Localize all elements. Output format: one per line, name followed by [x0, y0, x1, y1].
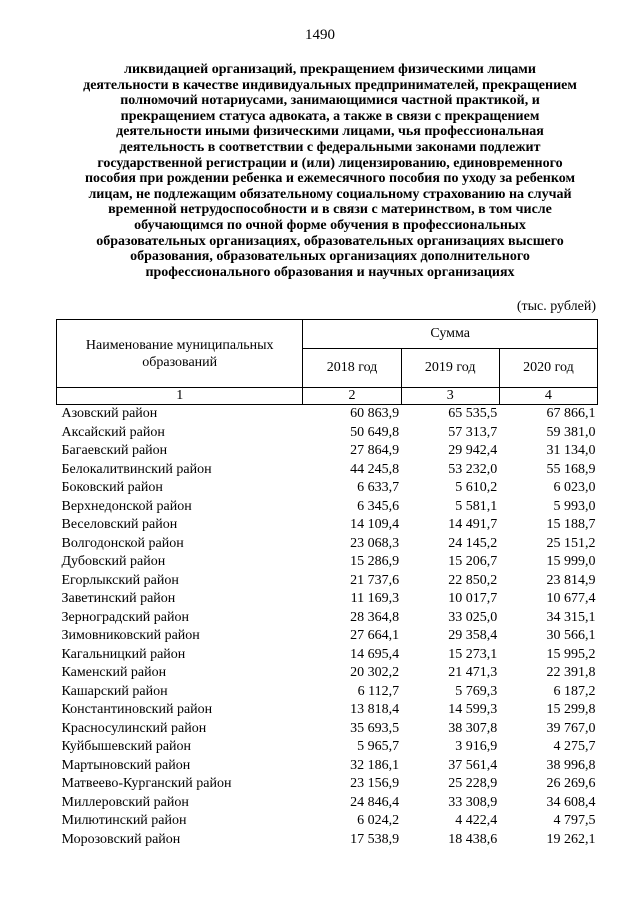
municipality-name: Зимовниковский район: [61, 628, 200, 643]
value-2019: 57 313,7: [448, 424, 498, 440]
value-2020: 5 993,0: [553, 498, 596, 514]
municipality-name: Куйбышевский район: [61, 739, 192, 754]
municipality-name: Азовский район: [61, 406, 158, 421]
value-2020: 38 996,8: [546, 757, 596, 773]
table-row: [57, 720, 598, 739]
column-number: 4: [499, 388, 597, 405]
value-2018: 27 664,1: [350, 628, 400, 643]
value-2019: 14 599,3: [448, 702, 498, 717]
value-2020: 23 814,9: [546, 572, 596, 588]
section-heading: [62, 62, 598, 280]
municipality-name: Красносулинский район: [61, 720, 207, 736]
heading-line: лицам, не подлежащим обязательному социальному страхованию на случай: [88, 186, 572, 202]
value-2018: 6 112,7: [357, 683, 400, 699]
heading-line: профессионального образования и научных организациях: [145, 264, 515, 280]
value-2018: 15 286,9: [350, 554, 400, 569]
value-2019: 15 206,7: [448, 554, 498, 569]
table-row: [57, 461, 598, 480]
municipality-name: Кагальницкий район: [61, 646, 186, 662]
heading-line: прекращением статуса адвоката, а также в связи с прекращением: [120, 108, 540, 124]
year-header-2019: 2019 год: [401, 349, 499, 388]
value-2019: 25 228,9: [448, 776, 498, 791]
value-2018: 6 024,2: [357, 813, 400, 828]
municipality-name: Белокалитвинский район: [61, 461, 212, 477]
unit-label: (тыс. рублей): [516, 299, 596, 314]
heading-line: государственной регистрации и (или) лицензированию, единовременного: [97, 155, 563, 171]
value-2020: 26 269,6: [546, 776, 596, 791]
municipality-name: Волгодонской район: [61, 535, 184, 551]
value-2019: 4 422,4: [455, 813, 498, 828]
value-2018: 23 156,9: [350, 776, 400, 791]
value-2018: 27 864,9: [350, 443, 400, 458]
table-row: [57, 757, 598, 776]
table-row: [57, 831, 598, 850]
table-row: [57, 405, 598, 424]
table-row: [57, 646, 598, 665]
value-2020: 22 391,8: [546, 665, 596, 680]
budget-table: [56, 319, 598, 849]
value-2019: 22 850,2: [448, 572, 498, 588]
value-2018: 20 302,2: [350, 665, 400, 680]
table-row: [57, 683, 598, 702]
year-header-2018: 2018 год: [303, 349, 401, 388]
value-2018: 5 965,7: [357, 739, 400, 754]
value-2018: 24 846,4: [350, 794, 400, 810]
value-2020: 15 995,2: [546, 646, 596, 662]
municipality-name: Боковский район: [61, 480, 163, 495]
value-2019: 29 358,4: [448, 628, 498, 643]
municipality-name: Веселовский район: [61, 517, 178, 532]
municipality-name: Егорлыкский район: [61, 572, 179, 588]
column-number: 2: [303, 388, 401, 405]
value-2019: 33 308,9: [448, 794, 498, 810]
table-row: [57, 664, 598, 683]
value-2019: 5 581,1: [455, 498, 498, 514]
value-2020: 6 023,0: [553, 480, 596, 495]
value-2020: 31 134,0: [546, 443, 596, 458]
value-2018: 35 693,5: [350, 720, 400, 736]
table-row: [57, 516, 598, 535]
table-body: [57, 405, 598, 850]
value-2020: 55 168,9: [546, 461, 596, 477]
table-row: [57, 553, 598, 572]
value-2020: 4 275,7: [553, 739, 596, 754]
value-2020: 19 262,1: [546, 831, 596, 847]
value-2018: 28 364,8: [350, 609, 400, 625]
value-2019: 33 025,0: [448, 609, 498, 625]
municipality-name: Константиновский район: [61, 702, 213, 717]
municipality-name: Заветинский район: [61, 591, 176, 606]
value-2018: 17 538,9: [350, 831, 400, 847]
value-2018: 6 633,7: [357, 480, 400, 495]
table-row: [57, 572, 598, 591]
column-number: 3: [401, 388, 499, 405]
value-2018: 14 695,4: [350, 646, 400, 662]
value-2019: 15 273,1: [448, 646, 498, 662]
value-2019: 14 491,7: [448, 517, 498, 532]
value-2019: 10 017,7: [448, 591, 498, 606]
municipality-name: Аксайский район: [61, 424, 165, 440]
heading-line: пособия при рождении ребенка и ежемесячного пособия по уходу за ребенком: [84, 171, 576, 187]
table-row: [57, 812, 598, 831]
municipality-name: Матвеево-Курганский район: [61, 776, 232, 791]
table-row: [57, 627, 598, 646]
table-row: [57, 775, 598, 794]
value-2018: 21 737,6: [350, 572, 400, 588]
value-2018: 13 818,4: [350, 702, 400, 717]
table-row: [57, 590, 598, 609]
value-2019: 37 561,4: [448, 757, 498, 773]
heading-line: временной нетрудоспособности и в связи с материнством, в том числе: [108, 202, 552, 218]
value-2020: 15 999,0: [546, 554, 596, 569]
value-2019: 24 145,2: [448, 535, 498, 551]
municipality-name: Морозовский район: [61, 831, 181, 847]
value-2019: 3 916,9: [455, 739, 498, 754]
value-2020: 67 866,1: [546, 406, 596, 421]
value-2018: 6 345,6: [357, 498, 400, 514]
value-2020: 39 767,0: [546, 720, 596, 736]
value-2020: 34 608,4: [546, 794, 596, 810]
value-2019: 29 942,4: [448, 443, 498, 458]
table-row: [57, 479, 598, 498]
municipality-name: Зерноградский район: [61, 609, 189, 625]
municipality-name: Мартыновский район: [61, 757, 191, 773]
value-2020: 15 299,8: [546, 702, 596, 717]
value-2018: 14 109,4: [350, 517, 400, 532]
value-2019: 21 471,3: [448, 665, 498, 680]
heading-line: ликвидацией организаций, прекращением физическими лицами: [124, 62, 536, 77]
value-2019: 65 535,5: [448, 406, 498, 421]
name-column-header: Наименование муниципальных образований: [57, 320, 303, 388]
table-row: [57, 609, 598, 628]
value-2020: 25 151,2: [546, 535, 596, 551]
table-row: [57, 701, 598, 720]
value-2020: 34 315,1: [546, 609, 596, 625]
value-2018: 50 649,8: [350, 424, 400, 440]
value-2019: 38 307,8: [448, 720, 498, 736]
heading-line: образования, образовательных организациях дополнительного: [130, 249, 530, 265]
value-2020: 6 187,2: [553, 683, 596, 699]
municipality-name: Дубовский район: [61, 554, 166, 569]
table-row: [57, 498, 598, 517]
heading-line: деятельность в соответствии с федеральными законами подлежит: [119, 139, 541, 155]
value-2019: 53 232,0: [448, 461, 498, 477]
municipality-name: Миллеровский район: [61, 794, 189, 810]
municipality-name: Багаевский район: [61, 443, 168, 458]
value-2020: 4 797,5: [553, 813, 596, 828]
value-2018: 60 863,9: [350, 406, 400, 421]
value-2020: 30 566,1: [546, 628, 596, 643]
page-number: 1490: [305, 27, 335, 43]
value-2018: 23 068,3: [350, 535, 400, 551]
value-2019: 18 438,6: [448, 831, 498, 847]
table-row: [57, 535, 598, 554]
value-2018: 44 245,8: [350, 461, 400, 477]
heading-line: деятельности иными физическими лицами, чья профессиональная: [116, 124, 544, 140]
table-row: [57, 794, 598, 813]
heading-line: деятельности в качестве индивидуальных предпринимателей, прекращением: [83, 77, 577, 93]
value-2019: 5 769,3: [455, 683, 498, 699]
sum-column-header: Сумма: [303, 320, 598, 349]
table-row: [57, 738, 598, 757]
municipality-name: Кашарский район: [61, 683, 168, 699]
value-2020: 15 188,7: [546, 517, 596, 532]
municipality-name: Каменский район: [61, 665, 167, 680]
value-2018: 32 186,1: [350, 757, 400, 773]
heading-line: обучающимся по очной форме обучения в профессиональных: [134, 217, 526, 233]
municipality-name: Милютинский район: [61, 813, 187, 828]
column-number: 1: [57, 388, 303, 405]
year-header-2020: 2020 год: [499, 349, 597, 388]
table-row: [57, 424, 598, 443]
value-2018: 11 169,3: [350, 591, 400, 606]
heading-line: полномочий нотариусами, занимающимися частной практикой, и: [120, 93, 540, 109]
value-2019: 5 610,2: [455, 480, 498, 495]
value-2020: 59 381,0: [546, 424, 596, 440]
heading-line: образовательных организациях, образовательных организациях высшего: [96, 233, 564, 249]
municipality-name: Верхнедонской район: [61, 498, 192, 514]
table-row: [57, 442, 598, 461]
value-2020: 10 677,4: [546, 591, 596, 606]
